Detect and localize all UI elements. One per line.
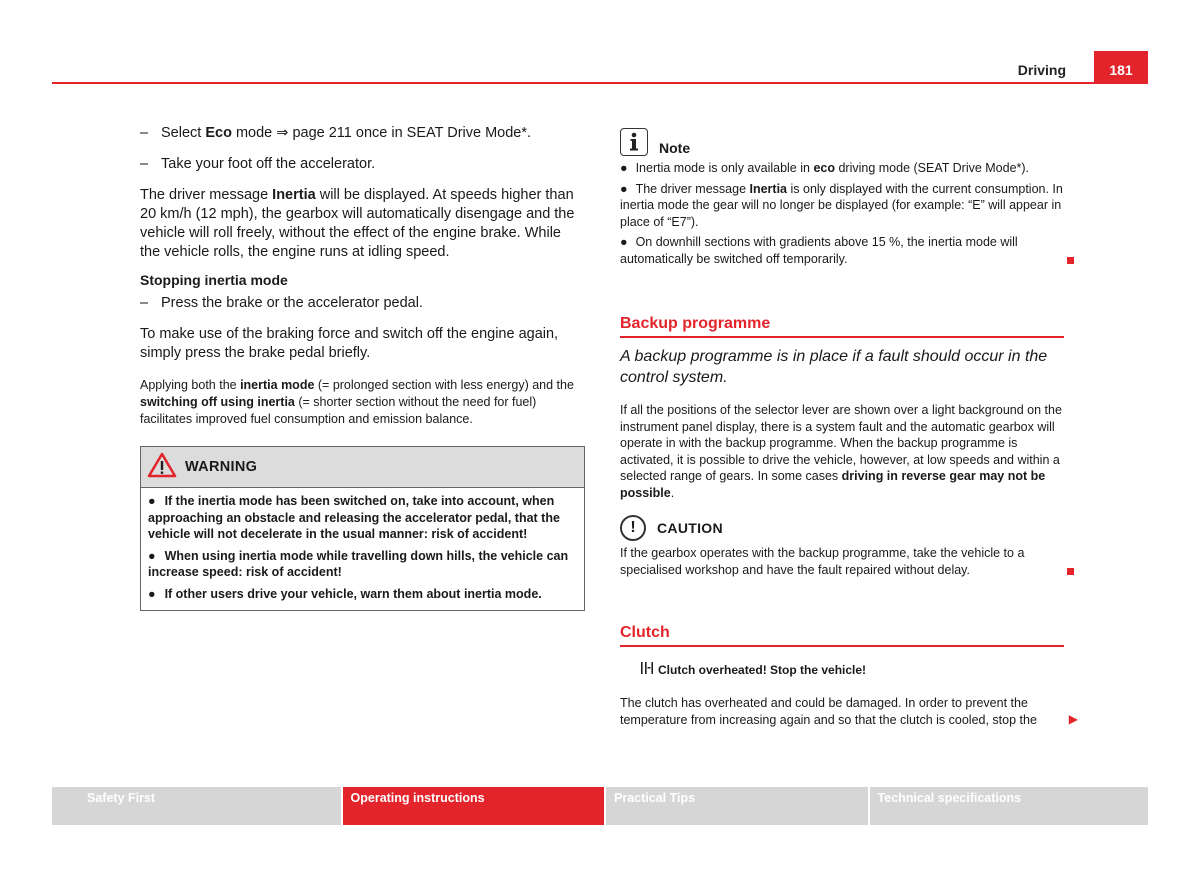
warning-box bbox=[140, 446, 585, 611]
note-label: Note bbox=[659, 140, 691, 156]
backup-body: If all the positions of the selector lever are shown over a light background on the instrument panel display, there is a system fault and the automatic gearbox will operate in with the backup programme. When the backup programme is activated, it is possible to drive the vehicle, however, at low speeds and within a selected range of gears. In some cases driving in reverse gear may not be possible. bbox=[620, 403, 1062, 500]
warning-item: ● When using inertia mode while travelling down hills, the vehicle can increase speed: risk of accident! bbox=[148, 548, 569, 579]
step-release-accelerator: – Take your foot off the accelerator. bbox=[140, 156, 376, 172]
note-item: ● Inertia mode is only available in eco driving mode (SEAT Drive Mode*). bbox=[620, 161, 1030, 175]
fuel-consumption-paragraph: Applying both the inertia mode (= prolonged section with less energy) and the switching off using inertia (= shorter section without the need for fuel) facilitates improved fuel consumption and emission balance. bbox=[140, 378, 574, 426]
info-icon bbox=[620, 128, 648, 156]
caution-label: CAUTION bbox=[657, 520, 723, 536]
warning-item: ● If the inertia mode has been switched on, take into account, when approaching an obstacle and releasing the accelerator pedal, that the vehicle will not decelerate in the usual manner: risk of accident! bbox=[148, 494, 560, 541]
end-marker bbox=[1067, 257, 1074, 264]
note-item: ● The driver message Inertia is only displayed with the current consumption. In inertia mode the gear will no longer be displayed (for example: “E” will appear in place of “E7”). bbox=[620, 181, 1063, 229]
warning-label: WARNING bbox=[185, 459, 258, 475]
header-rule bbox=[52, 82, 1148, 84]
warning-triangle-icon bbox=[147, 452, 177, 483]
clutch-message: Clutch overheated! Stop the vehicle! bbox=[640, 661, 1066, 678]
warning-item: ● If other users drive your vehicle, warn them about inertia mode. bbox=[148, 586, 542, 601]
clutch-body: The clutch has overheated and could be damaged. In order to prevent the temperature from increasing again and so that the clutch is cooled, stop the ▶ bbox=[620, 696, 1078, 727]
stopping-inertia-heading: Stopping inertia mode bbox=[140, 272, 288, 288]
right-column bbox=[620, 124, 1078, 728]
clutch-warning-icon bbox=[640, 661, 654, 678]
exclamation-circle-icon: ! bbox=[620, 515, 646, 541]
step-press-pedal: – Press the brake or the accelerator pedal. bbox=[140, 295, 423, 311]
braking-paragraph: To make use of the braking force and switch off the engine again, simply press the brake pedal briefly. bbox=[140, 326, 559, 361]
tab-technical-specifications[interactable]: Technical specifications bbox=[870, 787, 1148, 825]
caution-text: If the gearbox operates with the backup programme, take the vehicle to a specialised workshop and have the fault repaired without delay. bbox=[620, 545, 1066, 578]
page-number: 181 bbox=[1094, 51, 1148, 84]
clutch-heading: Clutch bbox=[620, 624, 1064, 647]
section-title: Driving bbox=[1017, 62, 1066, 78]
end-marker bbox=[1067, 568, 1074, 575]
backup-intro: A backup programme is in place if a fault should occur in the control system. bbox=[620, 348, 1048, 386]
backup-heading: Backup programme bbox=[620, 315, 1064, 338]
tab-practical-tips[interactable]: Practical Tips bbox=[606, 787, 868, 825]
warning-header bbox=[141, 447, 584, 488]
continue-arrow-icon: ▶ bbox=[1068, 711, 1078, 726]
tab-operating-instructions[interactable]: Operating instructions bbox=[343, 787, 605, 825]
note-item: ● On downhill sections with gradients above 15 %, the inertia mode will automatically be switched off temporarily. bbox=[620, 234, 1066, 267]
caution-header bbox=[620, 513, 1066, 543]
step-select-eco: – Select Eco mode ⇒ page 211 once in SEAT Drive Mode*. bbox=[140, 125, 532, 141]
tab-safety-first[interactable]: Safety First bbox=[52, 787, 341, 825]
footer-tabs bbox=[52, 787, 1148, 825]
left-column bbox=[140, 124, 585, 611]
inertia-description: The driver message Inertia will be displayed. At speeds higher than 20 km/h (12 mph), the gearbox will automatically disengage and the vehicle will roll freely, without the effect of the engine brake. While the vehicle rolls, the engine runs at idling speed. bbox=[140, 187, 575, 260]
note-header bbox=[620, 124, 1066, 156]
